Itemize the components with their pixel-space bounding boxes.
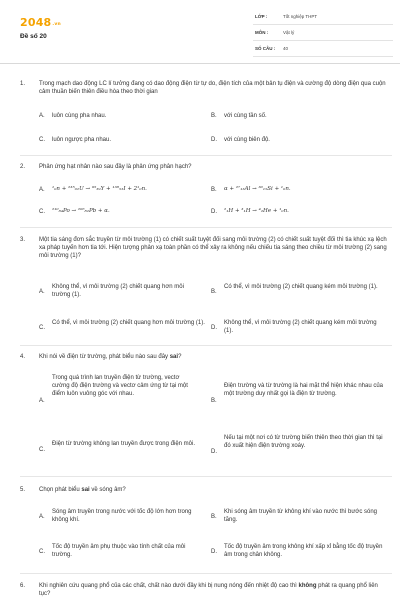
option-label: C. <box>39 209 45 215</box>
question-text: Một tia sáng đơn sắc truyền từ môi trường (1) có chiết suất tuyệt đối sang môi trường (2) có chiết suất tuyệt đối thì tia khúc xạ lệch xa pháp tuyến hơn tia tới. Hiện tượng phản xạ toàn phần có thể xảy ra không nếu chiếu tia sáng theo chiều từ môi trường (2) sang môi trường (1)? <box>39 237 387 260</box>
question-number: 1. <box>20 81 26 87</box>
question-text-end: ? <box>178 354 182 360</box>
question-text-end: về sóng âm? <box>89 487 126 493</box>
option-label: C. <box>39 325 45 331</box>
option-label: C. <box>39 549 45 555</box>
option-text: Khi sóng âm truyền từ không khí vào nước thì bước sóng tăng. <box>224 509 377 524</box>
question-keyword: sai <box>81 487 90 493</box>
option-label: B. <box>211 113 217 119</box>
option-label: A. <box>39 113 45 119</box>
question-keyword: sai <box>169 354 179 360</box>
formula-text: ²¹⁰₈₄Po → ²⁰⁶₈₂Pb + α. <box>52 208 110 214</box>
site-logo[interactable] <box>20 16 61 31</box>
option-label: B. <box>211 289 217 295</box>
option-text: Trong quá trình lan truyền điện từ trường, vectơ cường độ điện trường và vectơ cảm ứng từ tại một điểm luôn vuông góc với nhau. <box>52 375 188 398</box>
option-label: D. <box>211 549 217 555</box>
option-label: A. <box>39 187 45 193</box>
option-text: với cùng biên độ. <box>224 137 270 143</box>
option-text: Nếu tại một nơi có từ trường biến thiên theo thời gian thì tại đó xuất hiện điện trường xoáy. <box>224 435 383 450</box>
meta-row-count <box>253 43 393 57</box>
question-divider <box>20 345 392 346</box>
option-label: D. <box>211 137 217 143</box>
question-divider <box>20 476 392 477</box>
option-label: D. <box>211 325 217 331</box>
question-text-start: Khi nói về điện từ trường, phát biểu nào sau đây <box>39 354 170 360</box>
option-text: luôn ngược pha nhau. <box>52 137 111 143</box>
question-text: Trong mạch dao động LC lí tưởng đang có dao động điện từ tự do, điện tích của một bản tụ điện và cường độ dòng điện qua cuộn cảm thuần biến thiên điều hòa theo thời gian <box>39 81 386 96</box>
question-number: 2. <box>20 164 26 170</box>
logo-text: 2048 <box>20 16 52 29</box>
option-label: A. <box>39 289 45 295</box>
meta-row-subject <box>253 27 393 41</box>
exam-number: Đề số 20 <box>20 33 47 40</box>
question-divider <box>20 573 392 574</box>
question-text-start: Khi nghiên cứu quang phổ của các chất, chất nào dưới đây khi bị nung nóng đến nhiệt độ cao thì <box>39 583 299 589</box>
question-text <box>39 353 389 361</box>
meta-key: MÔN : <box>255 30 269 35</box>
option-text: Điện trường và từ trường là hai mặt thể hiện khác nhau của một trường duy nhất gọi là điện từ trường. <box>224 383 384 398</box>
formula-text: ²₁H + ³₁H → ⁴₂He + ¹₀n. <box>224 208 289 214</box>
question-divider <box>20 155 392 156</box>
meta-value: Tốt nghiệp THPT <box>283 14 318 19</box>
question-divider <box>20 227 392 228</box>
page-header <box>0 0 400 64</box>
option-text: Sóng âm truyền trong nước với tốc độ lớn hơn trong không khí. <box>52 509 192 524</box>
option-label: D. <box>211 209 217 215</box>
meta-value: Vật lý <box>283 30 295 35</box>
question-number: 4. <box>20 354 26 360</box>
question-text-end: phát ra quang phổ liên tục? <box>39 583 378 598</box>
question-text <box>39 486 389 494</box>
question-number: 5. <box>20 487 26 493</box>
option-text: Tốc độ truyền âm phụ thuộc vào tính chất của môi trường. <box>52 544 186 559</box>
meta-key: SỐ CÂU : <box>255 46 276 51</box>
meta-row-class <box>253 11 393 25</box>
meta-value: 40 <box>283 46 289 51</box>
option-text: Không thể, vì môi trường (2) chiết quang kém môi trường (1). <box>224 320 377 335</box>
option-text: Có thể, vì môi trường (2) chiết quang kém môi trường (1). <box>224 284 378 290</box>
question-keyword: không <box>298 583 317 589</box>
option-label: A. <box>39 514 45 520</box>
option-label: C. <box>39 447 45 453</box>
question-number: 6. <box>20 583 26 589</box>
meta-key: LỚP : <box>255 14 268 19</box>
option-label: C. <box>39 137 45 143</box>
formula-text: ¹₀n + ²³⁵₉₂U → ⁹⁵₃₉Y + ¹³⁸₅₃I + 2¹₀n. <box>52 186 147 192</box>
option-text: Tốc độ truyền âm trong không khí xấp xỉ bằng tốc độ truyền âm trong chân không. <box>224 544 383 559</box>
question-text <box>39 582 389 598</box>
option-label: D. <box>211 449 217 455</box>
logo-suffix: .vn <box>52 22 61 27</box>
option-text: luôn cùng pha nhau. <box>52 113 107 119</box>
option-text: với cùng tần số. <box>224 113 267 119</box>
question-text-start: Chọn phát biểu <box>39 487 82 493</box>
option-text: Có thể, vì môi trường (2) chiết quang hơn môi trường (1). <box>52 320 205 326</box>
option-label: A. <box>39 398 45 404</box>
question-text: Phản ứng hạt nhân nào sau đây là phản ứng phân hạch? <box>39 164 192 170</box>
option-label: B. <box>211 514 217 520</box>
option-label: B. <box>211 187 217 193</box>
question-number: 3. <box>20 237 26 243</box>
option-text: Không thể, vì môi trường (2) chiết quang hơn môi trường (1). <box>52 284 184 299</box>
formula-text: α + ²⁷₁₃Al → ³⁰₁₅Si + ¹₀n. <box>224 186 291 192</box>
option-label: B. <box>211 398 217 404</box>
option-text: Điện từ trường không lan truyền được trong điện môi. <box>52 441 195 447</box>
